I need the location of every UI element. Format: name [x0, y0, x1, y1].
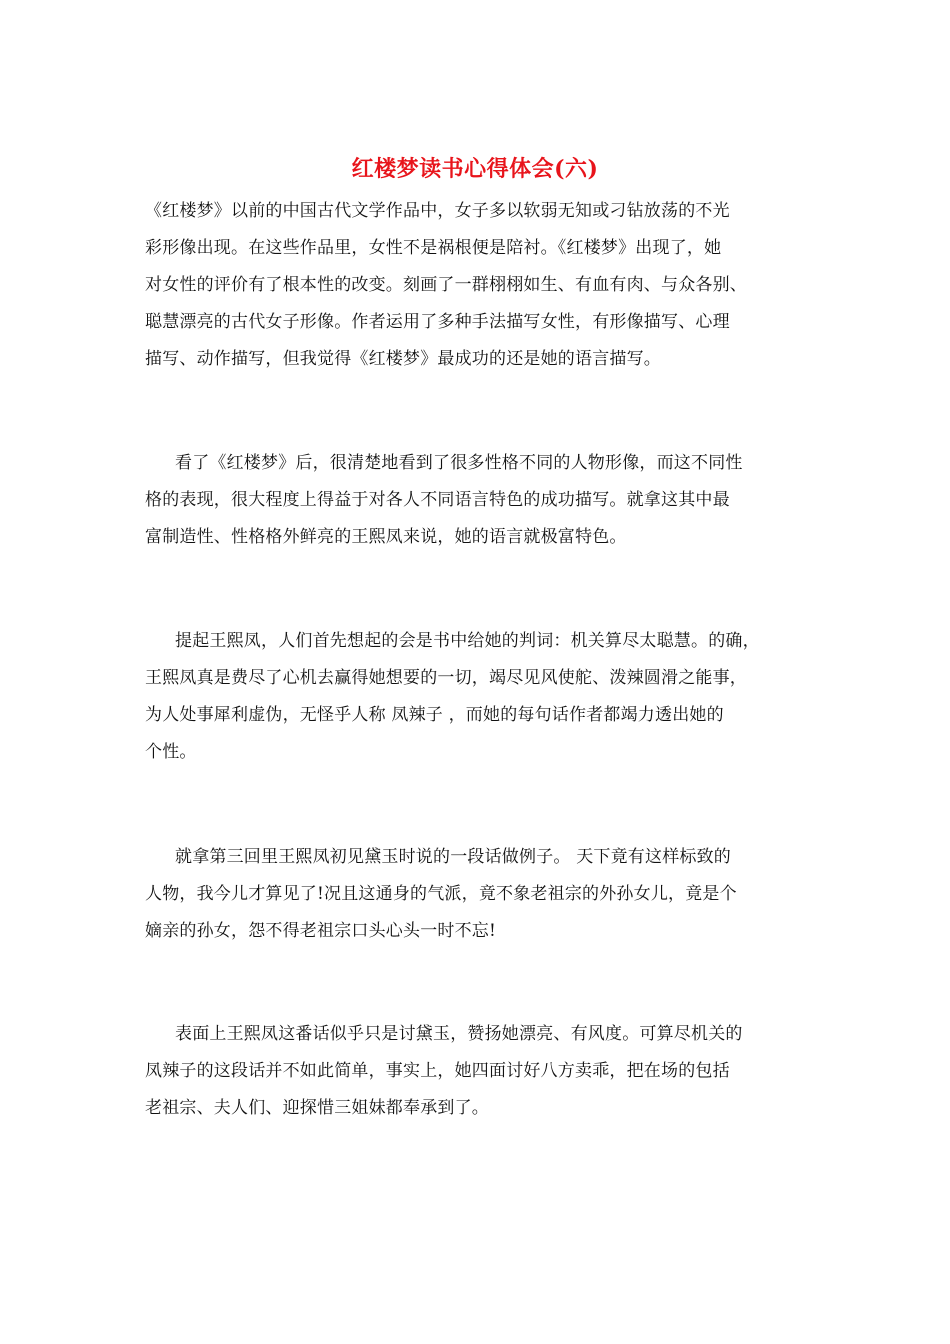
paragraph-line: 富制造性、性格格外鲜亮的王熙凤来说，她的语言就极富特色。 [145, 527, 627, 547]
paragraph-4 [145, 839, 815, 950]
paragraph-line: 彩形像出现。在这些作品里，女性不是祸根便是陪衬。《红楼梦》出现了，她 [145, 238, 722, 258]
paragraph-2 [145, 445, 815, 556]
paragraph-line: 聪慧漂亮的古代女子形像。作者运用了多种手法描写女性，有形像描写、心理 [145, 312, 730, 332]
paragraph-line: 表面上王熙凤这番话似乎只是讨黛玉，赞扬她漂亮、有风度。可算尽机关的 [175, 1024, 743, 1044]
paragraph-line: 个性。 [145, 742, 197, 762]
paragraph-line: 提起王熙凤，人们首先想起的会是书中给她的判词：机关算尽太聪慧。的确， [175, 631, 760, 651]
paragraph-line: 老祖宗、夫人们、迎探惜三姐妹都奉承到了。 [145, 1098, 489, 1118]
paragraph-line: 嫡亲的孙女，怨不得老祖宗口头心头一时不忘! [145, 921, 497, 941]
document-title: 红楼梦读书心得体会(六) [351, 156, 599, 182]
paragraph-1 [145, 193, 815, 378]
paragraph-3 [145, 623, 815, 771]
paragraph-line: 为人处事犀利虚伪，无怪乎人称 凤辣子 ，而她的每句话作者都竭力透出她的 [145, 705, 724, 725]
paragraph-line: 就拿第三回里王熙凤初见黛玉时说的一段话做例子。 天下竟有这样标致的 [175, 847, 732, 867]
paragraph-line: 对女性的评价有了根本性的改变。刻画了一群栩栩如生、有血有肉、与众各别、 [145, 275, 747, 295]
paragraph-line: 凤辣子的这段话并不如此简单，事实上，她四面讨好八方卖乖，把在场的包括 [145, 1061, 730, 1081]
paragraph-line: 《红楼梦》以前的中国古代文学作品中，女子多以软弱无知或刁钻放荡的不光 [145, 201, 730, 221]
paragraph-5 [145, 1016, 815, 1127]
paragraph-line: 格的表现，很大程度上得益于对各人不同语言特色的成功描写。就拿这其中最 [145, 490, 730, 510]
paragraph-line: 王熙凤真是费尽了心机去赢得她想要的一切，竭尽见风使舵、泼辣圆滑之能事， [145, 668, 747, 688]
paragraph-line: 看了《红楼梦》后，很清楚地看到了很多性格不同的人物形像，而这不同性 [175, 453, 743, 473]
paragraph-line: 描写、动作描写，但我觉得《红楼梦》最成功的还是她的语言描写。 [145, 349, 661, 369]
paragraph-line: 人物，我今儿才算见了!况且这通身的气派，竟不象老祖宗的外孙女儿，竟是个 [145, 884, 737, 904]
